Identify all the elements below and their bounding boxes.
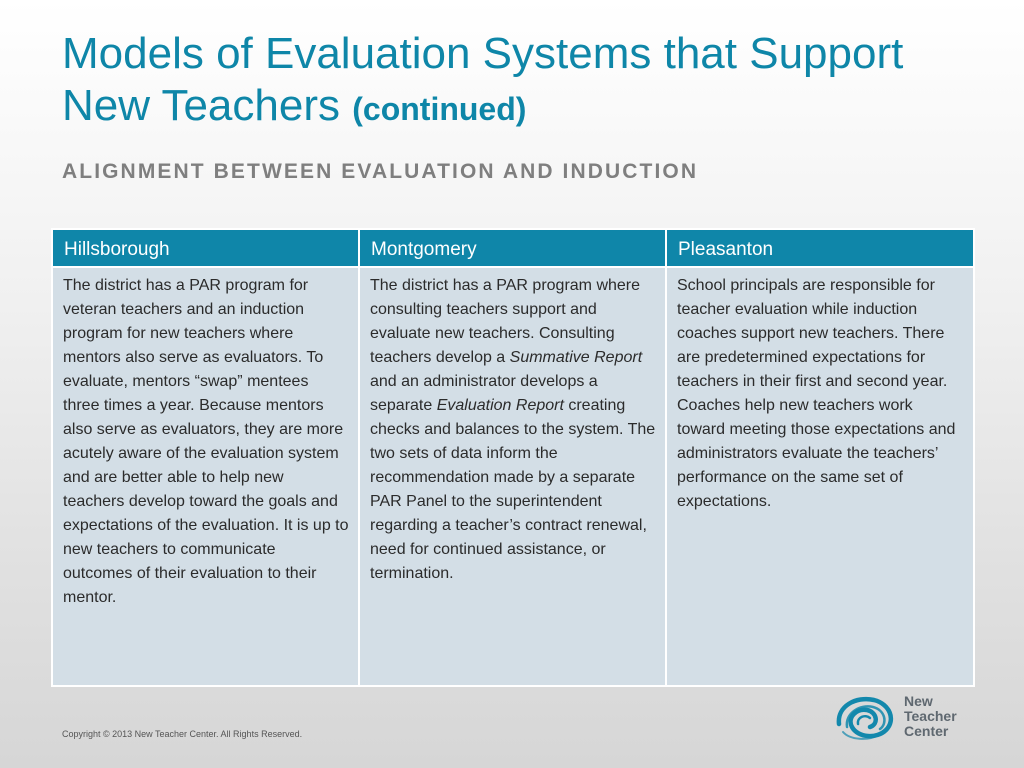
montgomery-text-2: and an administrator develops a separate xyxy=(370,373,598,414)
slide-title xyxy=(62,28,982,135)
slide-title-suffix: (continued) xyxy=(352,91,527,127)
spiral-logo-icon xyxy=(834,694,900,742)
comparison-table xyxy=(51,228,975,687)
montgomery-text-3: creating checks and balances to the system. The two sets of data inform the recommendation made by a separate PAR Panel to the superintendent regarding a teacher’s contract renewal, need for continued assistance, or termination. xyxy=(370,397,656,582)
logo-word-center: Center xyxy=(904,723,949,739)
slide-subtitle: ALIGNMENT BETWEEN EVALUATION AND INDUCTION xyxy=(62,160,699,183)
montgomery-text-1: The district has a PAR program where consulting teachers support and evaluate new teachers. Consulting teachers develop a xyxy=(370,277,641,366)
copyright-notice: Copyright © 2013 New Teacher Center. All Rights Reserved. xyxy=(62,729,303,739)
cell-montgomery xyxy=(359,267,666,686)
evaluation-report-emphasis: Evaluation Report xyxy=(436,397,564,414)
summative-report-emphasis: Summative Report xyxy=(509,349,643,366)
logo-word-new: New xyxy=(904,693,933,709)
logo-word-teacher: Teacher xyxy=(904,708,957,724)
table-header-row xyxy=(52,229,974,267)
header-pleasanton: Pleasanton xyxy=(666,229,974,267)
cell-hillsborough: The district has a PAR program for veteran teachers and an induction program for new teachers where mentors also serve as evaluators. To evaluate, mentors “swap” mentees three times a year. Because mentors also serve as evaluators, they are more acutely aware of the evaluation system and are better able to help new teachers develop toward the goals and expectations of the evaluation. It is up to new teachers to communicate outcomes of their evaluation to their mentor. xyxy=(52,267,359,686)
new-teacher-center-logo xyxy=(834,694,974,742)
header-montgomery: Montgomery xyxy=(359,229,666,267)
slide-title-main: Models of Evaluation Systems that Support New Teachers xyxy=(62,29,904,130)
logo-wordmark xyxy=(904,694,957,739)
cell-pleasanton: School principals are responsible for teacher evaluation while induction coaches support new teachers. There are predetermined expectations for teachers in their first and second year. Coaches help new teachers work toward meeting those expectations and administrators evaluate the teachers’ performance on the same set of expectations. xyxy=(666,267,974,686)
table-row xyxy=(52,267,974,686)
header-hillsborough: Hillsborough xyxy=(52,229,359,267)
